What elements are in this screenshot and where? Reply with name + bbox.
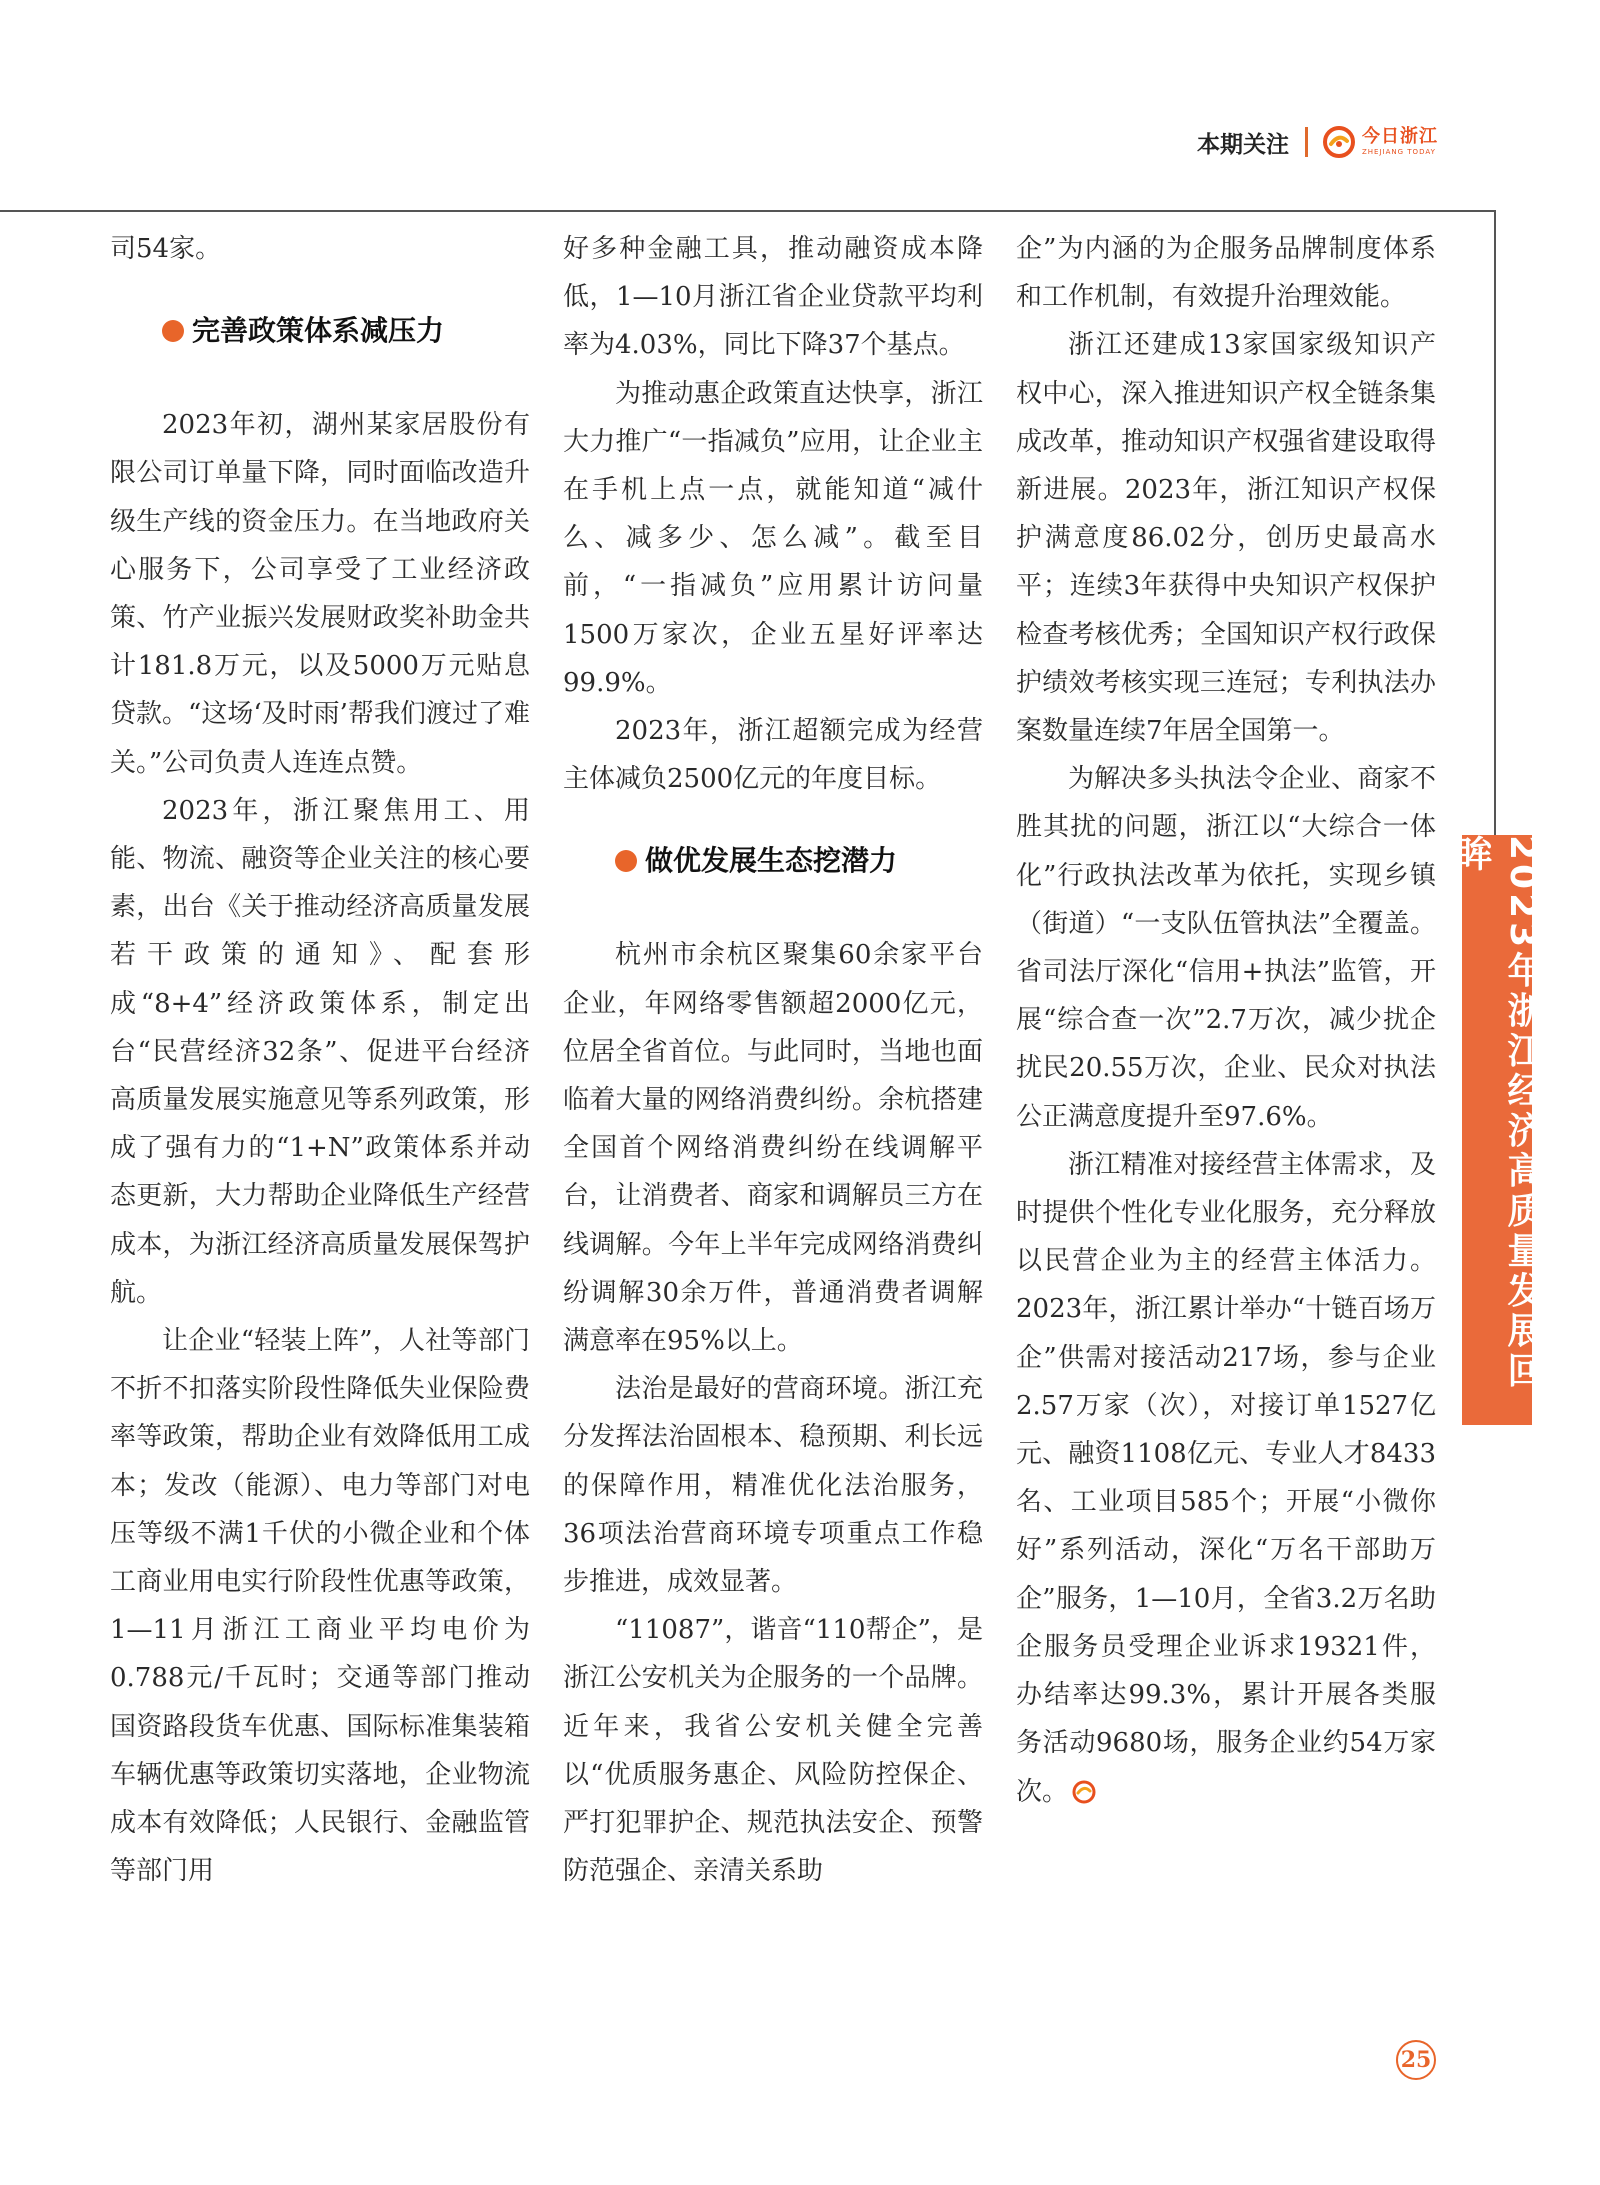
paragraph: 让企业“轻装上阵”，人社等部门不折不扣落实阶段性降低失业保险费率等政策，帮助企业有效降低用工成本；发改（能源）、电力等部门对电压等级不满1千伏的小微企业和个体工商业用电实行阶段性优惠等政策，1—11月浙江工商业平均电价为0.788元/千瓦时；交通等部门推动国资路段货车优惠、国际标准集装箱车辆优惠等政策切实落地，企业物流成本有效降低；人民银行、金融监管等部门用: [110, 1326, 530, 1887]
paragraph: 浙江还建成13家国家级知识产权中心，深入推进知识产权全链条集成改革，推动知识产权强省建设取得新进展。2023年，浙江知识产权保护满意度86.02分，创历史最高水平；连续3年获得中央知识产权保护检查考核优秀；全国知识产权行政保护绩效考核实现三连冠；专利执法办案数量连续7年居全国第一。: [1016, 330, 1436, 747]
heading-text: 做优发展生态挖潜力: [645, 844, 898, 878]
page-header: [1197, 118, 1438, 166]
page-number: 25: [1396, 2040, 1436, 2080]
side-banner-text: 2023年浙江经济高质量发展回眸: [1451, 835, 1543, 1392]
paragraph: 好多种金融工具，推动融资成本降低，1—10月浙江省企业贷款平均利率为4.03%，同比下降37个基点。: [563, 234, 983, 361]
section-heading: [110, 307, 530, 355]
bullet-dot-icon: [162, 320, 184, 342]
section-heading: [563, 837, 983, 885]
column-1: [110, 225, 530, 1896]
paragraph: 2023年初，湖州某家居股份有限公司订单量下降，同时面临改造升级生产线的资金压力。在当地政府关心服务下，公司享受了工业经济政策、竹产业振兴发展财政奖补助金共计181.8万元，以及5000万元贴息贷款。“这场‘及时雨’帮我们渡过了难关。”公司负责人连连点赞。: [110, 410, 530, 778]
paragraph: 2023年，浙江聚焦用工、用能、物流、融资等企业关注的核心要素，出台《关于推动经济高质量发展若干政策的通知》、配套形成“8+4”经济政策体系，制定出台“民营经济32条”、促进平台经济高质量发展实施意见等系列政策，形成了强有力的“1+N”政策体系并动态更新，大力帮助企业降低生产经营成本，为浙江经济高质量发展保驾护航。: [110, 795, 530, 1308]
paragraph-final: [1016, 1141, 1436, 1816]
paragraph: 杭州市余杭区聚集60余家平台企业，年网络零售额超2000亿元，位居全省首位。与此同时，当地也面临着大量的网络消费纠纷。余杭搭建全国首个网络消费纠纷在线调解平台，让消费者、商家和调解员三方在线调解。今年上半年完成网络消费纠纷调解30余万件，普通消费者调解满意率在95%以上。: [563, 940, 983, 1357]
logo-title: 今日浙江: [1362, 126, 1438, 147]
bullet-dot-icon: [615, 850, 637, 872]
column-3: [1016, 225, 1436, 1816]
paragraph: 企”为内涵的为企服务品牌制度体系和工作机制，有效提升治理效能。: [1016, 234, 1436, 313]
paragraph: 为解决多头执法令企业、商家不胜其扰的问题，浙江以“大综合一体化”行政执法改革为依托，实现乡镇（街道）“一支队伍管执法”全覆盖。省司法厅深化“信用+执法”监管，开展“综合查一次”2.7万次，减少扰企扰民20.55万次，企业、民众对执法公正满意度提升至97.6%。: [1016, 764, 1436, 1132]
header-divider: [1305, 127, 1308, 157]
logo-swirl-icon: [1322, 125, 1356, 159]
paragraph: “11087”，谐音“110帮企”，是浙江公安机关为企服务的一个品牌。近年来，我省公安机关健全完善以“优质服务惠企、风险防控保企、严打犯罪护企、规范执法安企、预警防范强企、亲清关系助: [563, 1615, 983, 1887]
paragraph: 司54家。: [110, 234, 222, 264]
paragraph-text: 浙江精准对接经营主体需求，及时提供个性化专业化服务，充分释放以民营企业为主的经营主体活力。2023年，浙江累计举办“十链百场万企”供需对接活动217场，参与企业2.57万家（次），对接订单1527亿元、融资1108亿元、专业人才8433名、工业项目585个；开展“小微你好”系列活动，深化“万名干部助万企”服务，1—10月，全省3.2万名助企服务员受理企业诉求19321件，办结率达99.3%，累计开展各类服务活动9680场，服务企业约54万家次。: [1016, 1149, 1436, 1807]
paragraph: 为推动惠企政策直达快享，浙江大力推广“一指减负”应用，让企业主在手机上点一点，就能知道“减什么、减多少、怎么减”。截至目前，“一指减负”应用累计访问量1500万家次，企业五星好评率达99.9%。: [563, 378, 983, 698]
heading-text: 完善政策体系减压力: [192, 314, 445, 348]
end-mark-icon: [1072, 1780, 1096, 1804]
zhejiang-today-logo: [1322, 125, 1438, 159]
column-2: [563, 225, 983, 1896]
paragraph: 2023年，浙江超额完成为经营主体减负2500亿元的年度目标。: [563, 716, 983, 795]
side-banner: [1451, 835, 1543, 1425]
paragraph: 法治是最好的营商环境。浙江充分发挥法治固根本、稳预期、利长远的保障作用，精准优化法治服务，36项法治营商环境专项重点工作稳步推进，成效显著。: [563, 1374, 983, 1598]
section-label: 本期关注: [1197, 131, 1289, 158]
top-rule: [0, 210, 1496, 212]
logo-subtitle: ZHEJIANG TODAY: [1362, 148, 1436, 156]
right-rule: [1494, 210, 1496, 840]
